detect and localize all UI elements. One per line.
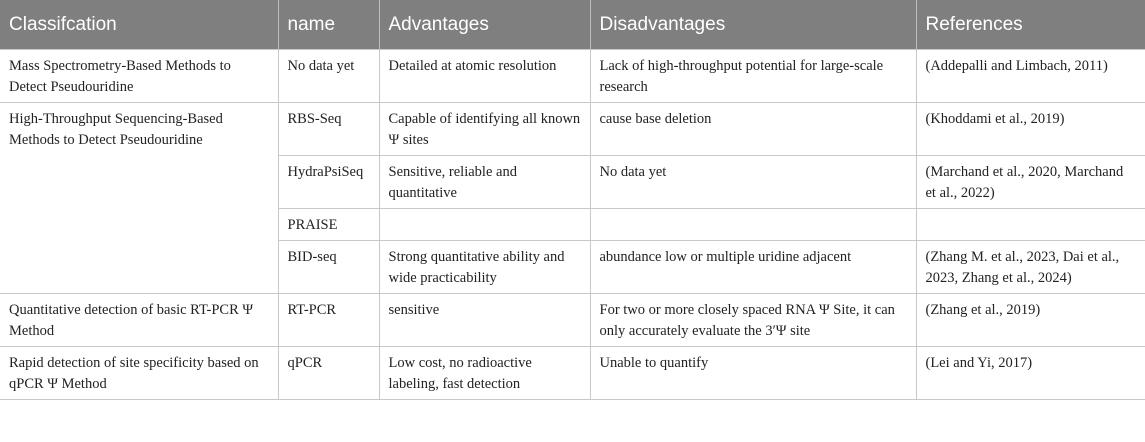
cell-references: (Addepalli and Limbach, 2011) [916,50,1145,103]
cell-references: (Khoddami et al., 2019) [916,103,1145,156]
cell-references [916,209,1145,241]
header-advantages: Advantages [379,0,590,50]
cell-advantages: Low cost, no radioactive labeling, fast detection [379,347,590,400]
cell-name: BID-seq [278,241,379,294]
cell-references: (Zhang M. et al., 2023, Dai et al., 2023, Zhang et al., 2024) [916,241,1145,294]
cell-references: (Zhang et al., 2019) [916,294,1145,347]
cell-advantages [379,209,590,241]
cell-advantages: Detailed at atomic resolution [379,50,590,103]
cell-name: PRAISE [278,209,379,241]
cell-references: (Lei and Yi, 2017) [916,347,1145,400]
cell-name: qPCR [278,347,379,400]
header-name: name [278,0,379,50]
cell-name: RT-PCR [278,294,379,347]
cell-disadvantages: abundance low or multiple uridine adjacent [590,241,916,294]
table-row [0,50,1145,103]
cell-classification: High-Throughput Sequencing-Based Methods to Detect Pseudouridine [0,103,278,294]
header-references: References [916,0,1145,50]
cell-advantages: sensitive [379,294,590,347]
cell-disadvantages: For two or more closely spaced RNA Ψ Site, it can only accurately evaluate the 3′Ψ site [590,294,916,347]
cell-advantages: Capable of identifying all known Ψ sites [379,103,590,156]
cell-classification: Mass Spectrometry-Based Methods to Detect Pseudouridine [0,50,278,103]
cell-disadvantages: Unable to quantify [590,347,916,400]
cell-disadvantages: Lack of high-throughput potential for large-scale research [590,50,916,103]
table-header-row [0,0,1145,50]
cell-disadvantages: cause base deletion [590,103,916,156]
cell-classification: Quantitative detection of basic RT-PCR Ψ Method [0,294,278,347]
header-disadvantages: Disadvantages [590,0,916,50]
cell-disadvantages [590,209,916,241]
cell-name: HydraPsiSeq [278,156,379,209]
header-classification: Classifcation [0,0,278,50]
cell-name: No data yet [278,50,379,103]
table-row [0,347,1145,400]
cell-name: RBS-Seq [278,103,379,156]
cell-references: (Marchand et al., 2020, Marchand et al., 2022) [916,156,1145,209]
cell-classification: Rapid detection of site specificity based on qPCR Ψ Method [0,347,278,400]
cell-advantages: Strong quantitative ability and wide practicability [379,241,590,294]
cell-advantages: Sensitive, reliable and quantitative [379,156,590,209]
cell-disadvantages: No data yet [590,156,916,209]
table-row [0,294,1145,347]
table-row [0,103,1145,156]
